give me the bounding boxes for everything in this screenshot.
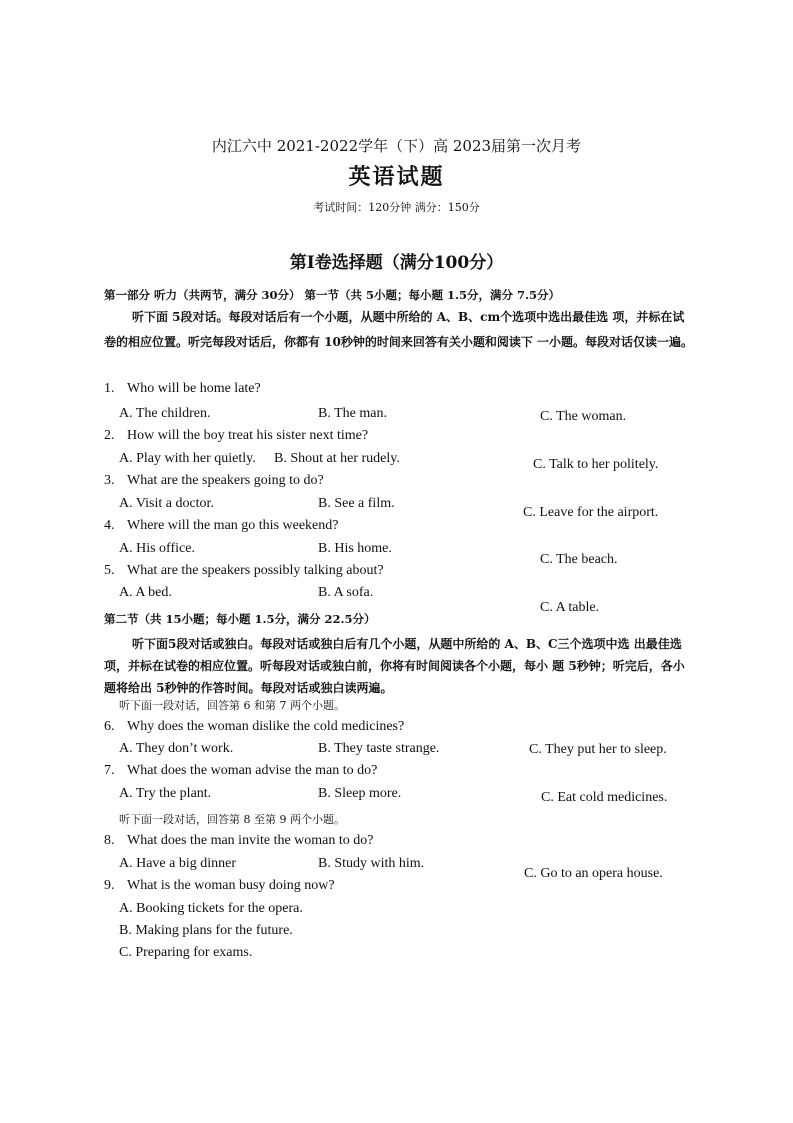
option-a: A. Play with her quietly. [119,451,256,466]
question-text: Why does the woman dislike the cold medicines? [127,719,405,734]
option-c: C. Eat cold medicines. [541,790,668,805]
question-text: What does the man invite the woman to do? [127,833,374,848]
option-b: B. They taste strange. [318,741,440,756]
option-c: C. Talk to her politely. [533,457,659,472]
option-c: C. Go to an opera house. [524,866,663,881]
question-number: 3. [104,473,115,488]
question-number: 4. [104,518,115,533]
option-b: B. Study with him. [318,856,425,871]
question-text: Where will the man go this weekend? [127,518,339,533]
question-text: What does the woman advise the man to do? [127,763,378,778]
question-text: What are the speakers possibly talking about? [127,563,384,578]
question-text: What is the woman busy doing now? [127,878,335,893]
option-c: C. The woman. [540,409,627,424]
note-8-9: 听下面一段对话，回答第 8 至第 9 两个小题。 [119,813,345,826]
option-a: A. Visit a doctor. [119,496,214,511]
option-c: C. They put her to sleep. [529,742,667,757]
option-a: A. The children. [119,406,211,421]
school-exam-line: 内江六中 2021-2022学年（下）高 2023届第一次月考 [211,137,582,155]
option-b: B. A sofa. [318,585,374,600]
option-b: B. His home. [318,541,392,556]
question-text: What are the speakers going to do? [127,473,324,488]
question-number: 6. [104,719,115,734]
exam-title: 英语试题 [348,164,445,190]
part2-instructions: 听下面5段对话或独白。每段对话或独白后有几个小题，从题中所给的 A、B、C三个选项中选 出最佳选项，并标在试卷的相应位置。听每段对话或独白前，你将有时间阅读各个小题，每小 题 5秒钟；听完后，各小题将给出 5秒钟的作答时间。每段对话或独白读两遍。 [104,637,685,695]
question-text: Who will be home late? [127,381,261,396]
option-a: A. Have a big dinner [119,856,237,871]
question-number: 7. [104,763,115,778]
question-number: 5. [104,563,115,578]
question-number: 1. [104,381,115,396]
option-b: B. Shout at her rudely. [274,451,400,466]
option-b: B. The man. [318,406,387,421]
section-title: 第Ⅰ卷选择题（满分100分） [289,253,504,273]
option-b: B. See a film. [318,496,395,511]
option-a: A. A bed. [119,585,172,600]
note-6-7: 听下面一段对话，回答第 6 和第 7 两个小题。 [119,699,345,712]
question-number: 9. [104,878,115,893]
part1-instructions: 听下面 5段对话。每段对话后有一个小题，从题中所给的 A、B、cm个选项中选出最佳选 项，并标在试卷的相应位置。听完每段对话后，你都有 10秒钟的时间来回答有关小题和阅读下 一小题。每段对话仅读一遍。 [104,310,694,349]
part1-heading: 第一部分 听力（共两节，满分 30分） 第一节（共 5小题；每小题 1.5分，满分 7.5分） [104,288,561,302]
option-a: A. They don’t work. [119,741,234,756]
exam-info: 考试时间：120分钟 满分：150分 [313,201,480,214]
option-a: A. Booking tickets for the opera. [119,901,303,916]
question-text: How will the boy treat his sister next time? [127,428,369,443]
part2-heading: 第二节（共 15小题；每小题 1.5分，满分 22.5分） [104,612,376,626]
question-number: 2. [104,428,115,443]
option-c: C. The beach. [540,552,618,567]
option-c: C. Leave for the airport. [523,505,659,520]
option-a: A. Try the plant. [119,786,212,801]
option-c: C. Preparing for exams. [119,945,253,960]
option-c: C. A table. [540,600,600,615]
question-number: 8. [104,833,115,848]
option-b: B. Sleep more. [318,786,402,801]
option-a: A. His office. [119,541,195,556]
option-b: B. Making plans for the future. [119,923,293,938]
